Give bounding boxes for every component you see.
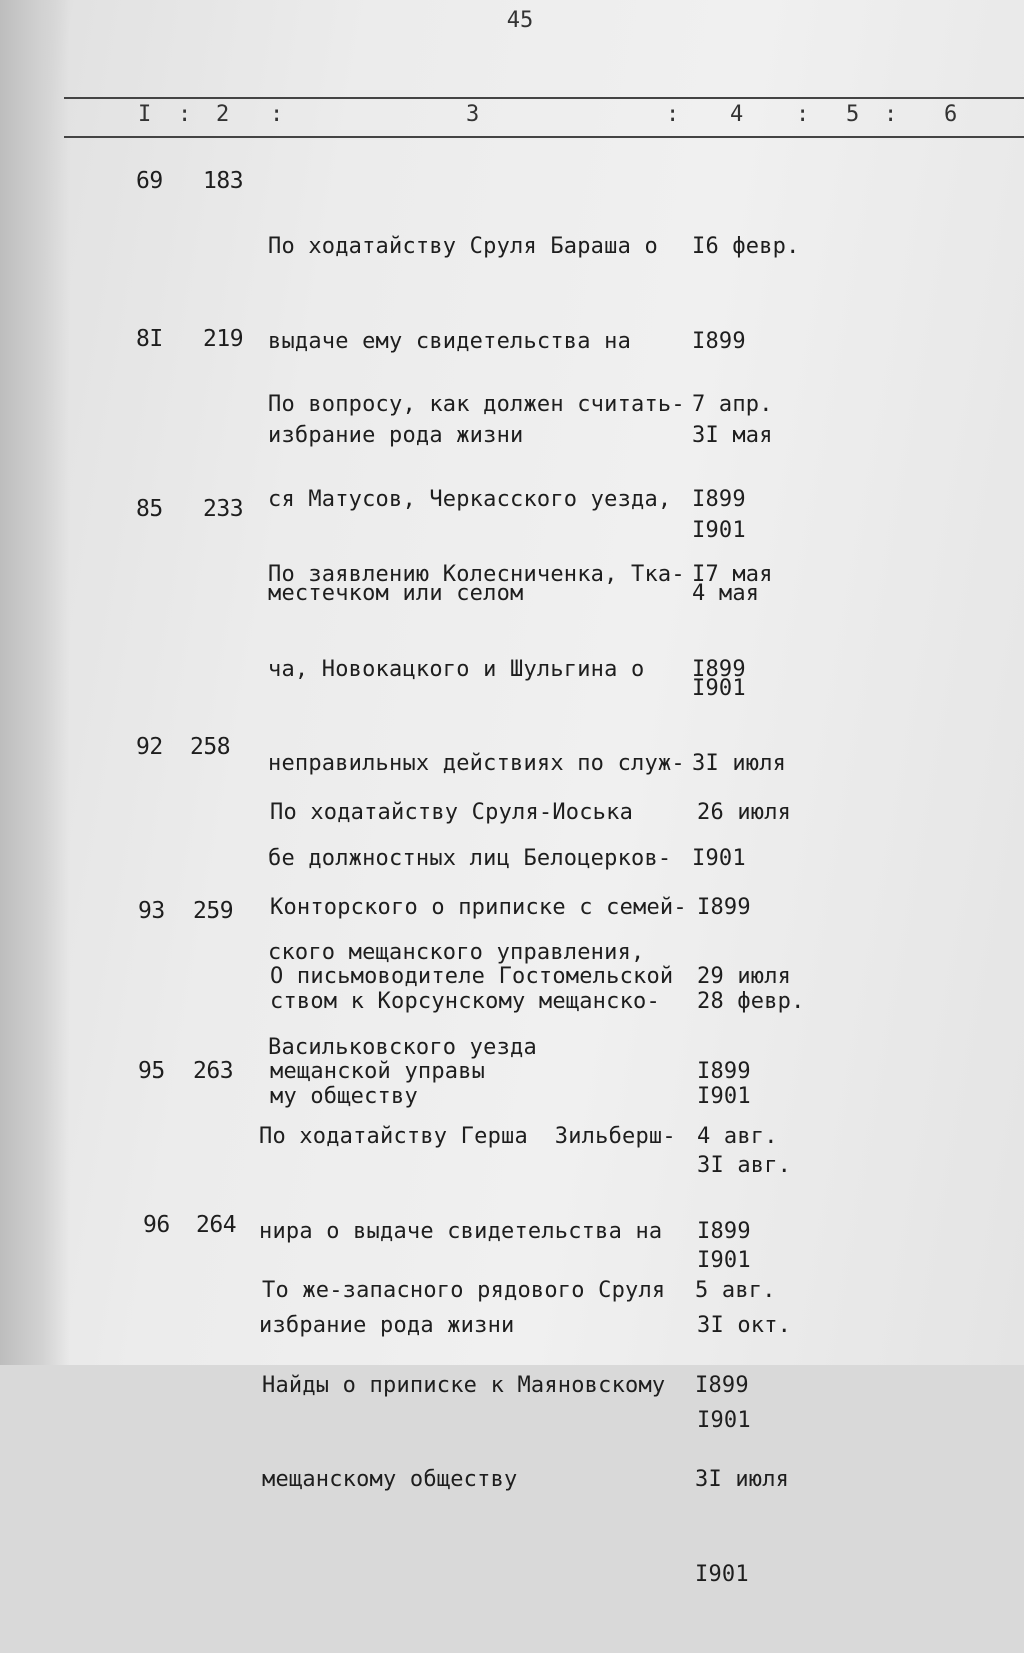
description-line: По вопросу, как должен считать- bbox=[268, 392, 685, 417]
description-line: нира о выдаче свидетельства на bbox=[259, 1218, 663, 1244]
date-line: 4 авг. bbox=[697, 1124, 778, 1149]
header-col-1: I bbox=[138, 102, 152, 127]
header-separator: : bbox=[666, 102, 680, 127]
date-line: I901 bbox=[692, 517, 746, 543]
date-line: 3I июля bbox=[692, 751, 787, 776]
date-line: I901 bbox=[692, 845, 746, 871]
entry-col2: 258 bbox=[190, 734, 231, 760]
page-number: 45 bbox=[506, 8, 534, 33]
entry-col1: 69 bbox=[136, 168, 163, 194]
date-line: I901 bbox=[697, 1083, 751, 1109]
entry-col1: 92 bbox=[136, 734, 163, 760]
header-col-2: 2 bbox=[216, 102, 230, 127]
description-line: мещанской управы bbox=[270, 1058, 486, 1084]
description-line: По ходатайству Герша Зильберш- bbox=[259, 1124, 676, 1149]
entry-description bbox=[262, 1212, 665, 1559]
date-line: I899 bbox=[697, 894, 751, 920]
description-line: местечком или селом bbox=[268, 581, 524, 606]
date-line: 3I окт. bbox=[697, 1313, 792, 1338]
header-separator: : bbox=[178, 102, 192, 127]
description-line: ча, Новокацкого и Шульгина о bbox=[268, 656, 645, 682]
description-line: О письмоводителе Гостомельской bbox=[270, 964, 674, 989]
date-line: 4 мая bbox=[692, 581, 760, 606]
entry-col2: 264 bbox=[196, 1212, 237, 1238]
header-col-5: 5 bbox=[846, 102, 860, 127]
description-line: выдаче ему свидетельства на bbox=[268, 328, 632, 354]
date-line: I901 bbox=[697, 1247, 751, 1273]
date-line: 28 февр. bbox=[697, 989, 805, 1014]
date-line: I899 bbox=[695, 1372, 749, 1398]
description-line: Конторского о приписке с семей- bbox=[270, 894, 687, 920]
entry-col1: 85 bbox=[136, 496, 163, 522]
description-line: мещанскому обществу bbox=[262, 1467, 518, 1492]
description-line: Васильковского уезда bbox=[268, 1034, 537, 1060]
table-header bbox=[64, 102, 1024, 134]
header-col-4: 4 bbox=[730, 102, 744, 127]
date-line: 3I июля bbox=[695, 1467, 790, 1492]
entry-col2: 219 bbox=[203, 326, 244, 352]
description-line: По заявлению Колесниченка, Тка- bbox=[268, 562, 685, 587]
page-fold-shadow bbox=[0, 0, 70, 1365]
entry-col1: 95 bbox=[138, 1058, 165, 1084]
description-line: избрание рода жизни bbox=[268, 423, 524, 448]
description-line: По ходатайству Сруля-Иоська bbox=[270, 800, 634, 825]
date-line: I899 bbox=[692, 656, 746, 682]
entry-col2: 259 bbox=[193, 898, 234, 924]
header-separator: : bbox=[884, 102, 898, 127]
description-line: ского мещанского управления, bbox=[268, 940, 645, 965]
date-line: I899 bbox=[692, 328, 746, 354]
entry-col1: 96 bbox=[143, 1212, 170, 1238]
description-line: То же-запасного рядового Сруля bbox=[262, 1278, 666, 1303]
description-line: ся Матусов, Черкасского уезда, bbox=[268, 486, 672, 512]
header-separator: : bbox=[796, 102, 810, 127]
date-line: I899 bbox=[697, 1218, 751, 1244]
date-line: I901 bbox=[697, 1407, 751, 1433]
header-col-3: 3 bbox=[466, 102, 480, 127]
description-line: бе должностных лиц Белоцерков- bbox=[268, 845, 672, 871]
entry-col1: 93 bbox=[138, 898, 165, 924]
date-line: 3I мая bbox=[692, 423, 773, 448]
date-line: I899 bbox=[692, 486, 746, 512]
entry-dates bbox=[695, 1212, 792, 1653]
description-line: ством к Корсунскому мещанско- bbox=[270, 989, 660, 1014]
header-col-6: 6 bbox=[944, 102, 958, 127]
date-line: I7 мая bbox=[692, 562, 773, 587]
header-separator: : bbox=[270, 102, 284, 127]
header-bottom-rule bbox=[64, 136, 1024, 138]
date-line: I6 февр. bbox=[692, 234, 800, 259]
date-line: I901 bbox=[695, 1561, 749, 1587]
entry-col2: 183 bbox=[203, 168, 244, 194]
description-line: неправильных действиях по служ- bbox=[268, 751, 685, 776]
description-line: му обществу bbox=[270, 1083, 418, 1109]
date-line: 26 июля bbox=[697, 800, 792, 825]
description-line: Найды о приписке к Маяновскому bbox=[262, 1372, 666, 1398]
date-line: 5 авг. bbox=[695, 1278, 776, 1303]
date-line: 29 июля bbox=[697, 964, 792, 989]
date-line: I899 bbox=[697, 1058, 751, 1084]
entry-col2: 233 bbox=[203, 496, 244, 522]
entry-col2: 263 bbox=[193, 1058, 234, 1084]
date-line: 3I авг. bbox=[697, 1153, 792, 1178]
description-line: избрание рода жизни bbox=[259, 1313, 515, 1338]
date-line: I901 bbox=[692, 675, 746, 701]
header-top-rule bbox=[64, 97, 1024, 99]
description-line: По ходатайству Сруля Бараша о bbox=[268, 234, 658, 259]
date-line: 7 апр. bbox=[692, 392, 773, 417]
entry-col1: 8I bbox=[136, 326, 163, 352]
